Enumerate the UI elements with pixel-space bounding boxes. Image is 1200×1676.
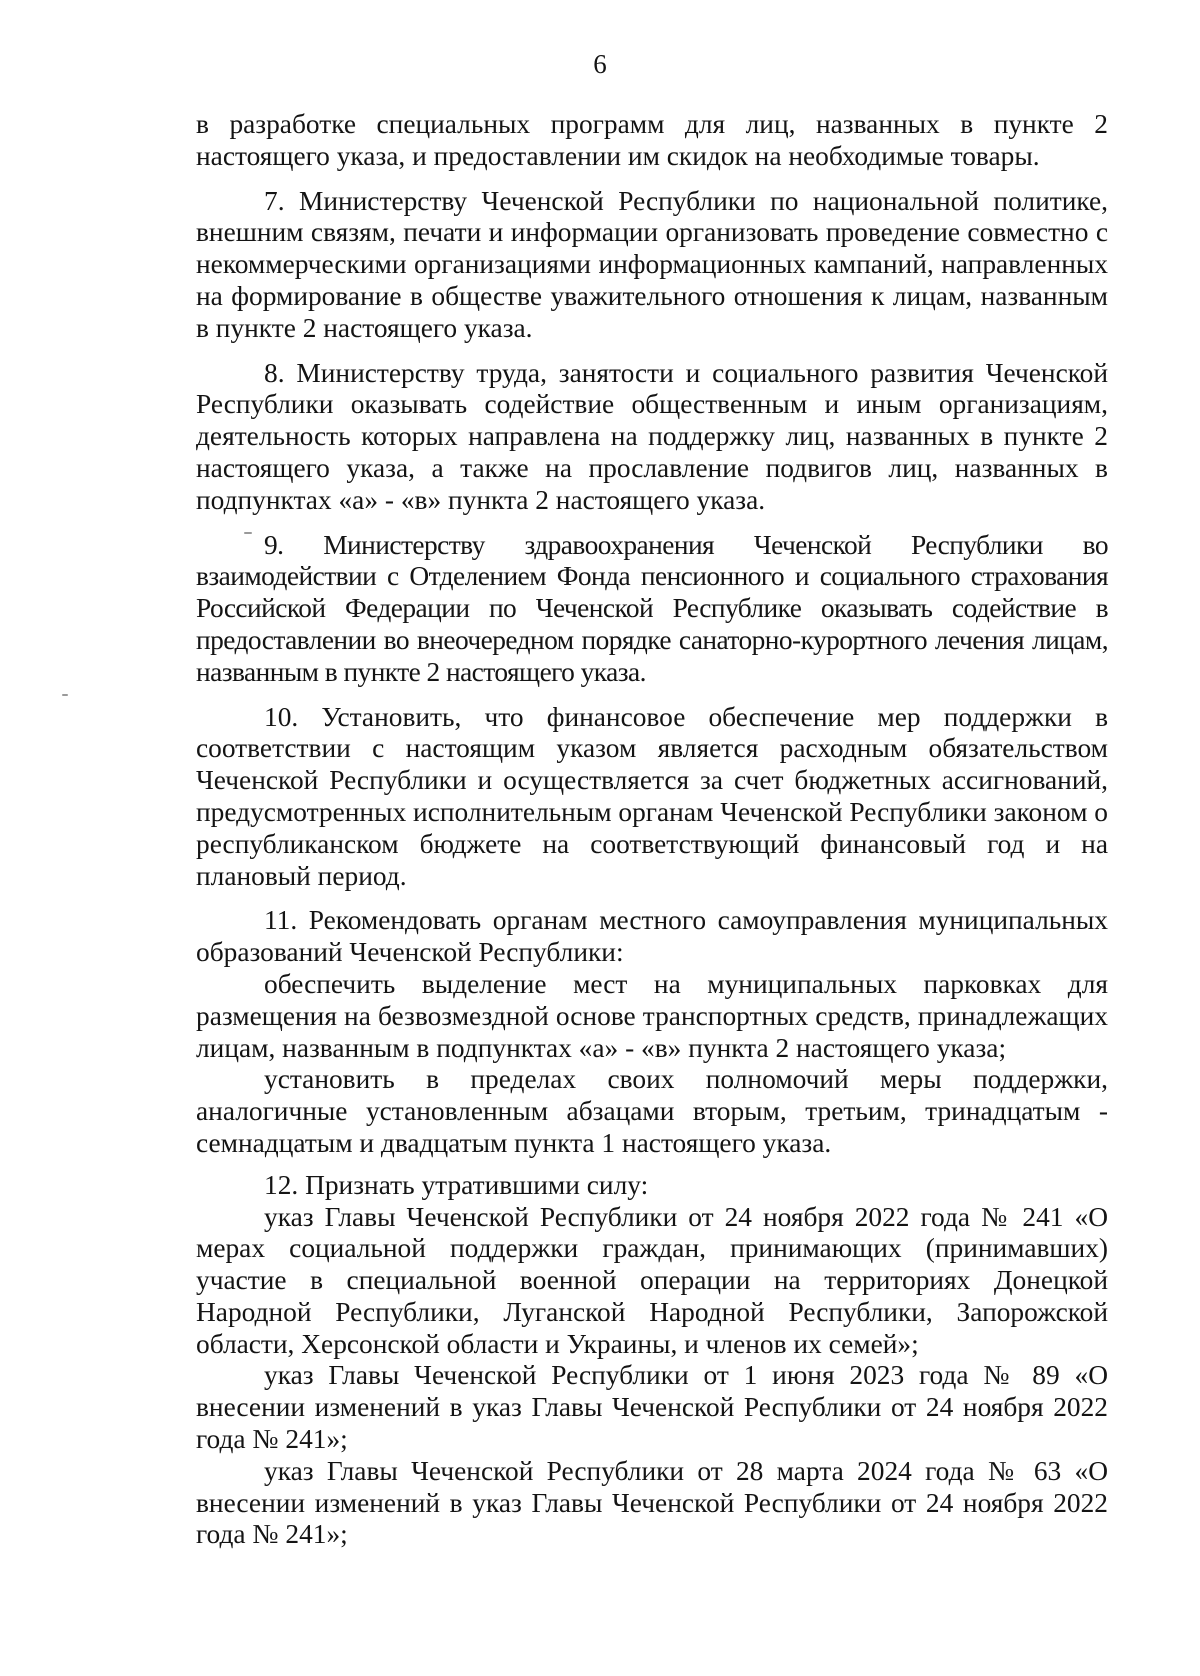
paragraph-item-11-subitem-parking: обеспечить выделение мест на муниципальных парковках для размещения на безвозмездной основе транспортных средств, принадлежащих лицам, названным в подпунктах «а» - «в» пункта 2 настоящего указа; [196, 968, 1108, 1063]
document-body [196, 109, 1108, 1551]
paragraph-item-11: 11. Рекомендовать органам местного самоуправления муниципальных образований Чеченской Республики: [196, 905, 1108, 968]
paragraph-item-12-decree-89: указ Главы Чеченской Республики от 1 июня 2023 года № 89 «О внесении изменений в указ Главы Чеченской Республики от 24 ноября 2022 года № 241»; [196, 1360, 1108, 1455]
paragraph-item-9: 9. Министерству здравоохранения Чеченской Республики во взаимодействии с Отделением Фонда пенсионного и социального страхования Российской Федерации по Чеченской Республике оказывать содействие в предоставлении во внеочередном порядке санаторно-курортного лечения лицам, названным в пункте 2 настоящего указа. [196, 529, 1108, 687]
paragraph-item-12: 12. Признать утратившими силу: [264, 1169, 649, 1200]
paragraph-continuation: в разработке специальных программ для лиц, названных в пункте 2 настоящего указа, и предоставлении им скидок на необходимые товары. [196, 109, 1108, 171]
paragraph-item-12-decree-241: указ Главы Чеченской Республики от 24 ноября 2022 года № 241 «О мерах социальной поддержки граждан, принимающих (принимавших) участие в специальной военной операции на территориях Донецкой Народной Республики, Луганской Народной Республики, Запорожской области, Херсонской области и Украины, и членов их семей»; [196, 1201, 1108, 1359]
scan-speck [62, 694, 68, 696]
scan-speck [244, 532, 252, 534]
paragraph-item-7: 7. Министерству Чеченской Республики по национальной политике, внешним связям, печати и информации организовать проведение совместно с некоммерческими организациями информационных кампаний, направленных на формирование в обществе уважительного отношения к лицам, названным в пункте 2 настоящего указа. [196, 185, 1108, 343]
paragraph-item-11-subitem-support: установить в пределах своих полномочий меры поддержки, аналогичные установленным абзацами вторым, третьим, тринадцатым - семнадцатым и двадцатым пункта 1 настоящего указа. [196, 1064, 1108, 1158]
paragraph-item-8: 8. Министерству труда, занятости и социального развития Чеченской Республики оказывать содействие общественным и иным организациям, деятельность которых направлена на поддержку лиц, названных в пункте 2 настоящего указа, а также на прославление подвигов лиц, названных в подпунктах «а» - «в» пункта 2 настоящего указа. [196, 357, 1108, 515]
paragraph-item-12-decree-63: указ Главы Чеченской Республики от 28 марта 2024 года № 63 «О внесении изменений в указ Главы Чеченской Республики от 24 ноября 2022 года № 241»; [196, 1455, 1108, 1550]
page-number: 6 [593, 49, 607, 79]
paragraph-item-10: 10. Установить, что финансовое обеспечение мер поддержки в соответствии с настоящим указом является расходным обязательством Чеченской Республики и осуществляется за счет бюджетных ассигнований, предусмотренных исполнительным органам Чеченской Республики законом о республиканском бюджете на соответствующий финансовый год и на плановый период. [196, 701, 1108, 891]
